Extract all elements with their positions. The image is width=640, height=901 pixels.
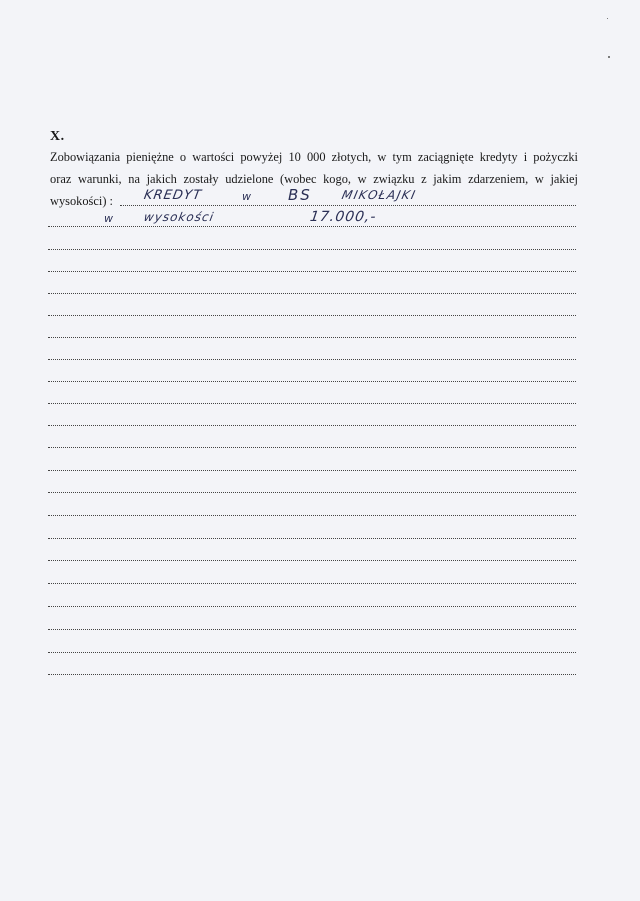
answer-line-15[interactable] (48, 514, 576, 516)
answer-line-1[interactable] (120, 204, 576, 206)
answer-line-8[interactable] (48, 358, 576, 360)
scan-speck (608, 56, 610, 58)
answer-line-16[interactable] (48, 537, 576, 539)
description-line-2: oraz warunki, na jakich zostały udzielone (wobec kogo, w związku z jakim zdarzeniem, w jakiej (50, 172, 578, 186)
answer-line-22[interactable] (48, 673, 576, 675)
answer-line-11[interactable] (48, 424, 576, 426)
answer-line-2[interactable] (48, 225, 576, 227)
answer-line-7[interactable] (48, 336, 576, 338)
answer-line-5[interactable] (48, 292, 576, 294)
handwritten-word: w (104, 212, 114, 225)
description-line-1: Zobowiązania pieniężne o wartości powyżej 10 000 złotych, w tym zaciągnięte kredyty i pożyczki (50, 150, 578, 164)
scan-speck (607, 18, 608, 19)
answer-line-20[interactable] (48, 628, 576, 630)
handwritten-word: KREDYT (142, 188, 203, 203)
handwritten-word: w (242, 190, 252, 203)
section-number: X. (50, 129, 65, 144)
answer-line-18[interactable] (48, 582, 576, 584)
answer-line-19[interactable] (48, 605, 576, 607)
handwritten-word: MIKOŁAJKI (340, 188, 418, 202)
answer-line-9[interactable] (48, 380, 576, 382)
handwritten-word: wysokości (142, 210, 216, 224)
answer-line-13[interactable] (48, 469, 576, 471)
handwritten-word: BS (288, 186, 312, 204)
section-description (50, 146, 578, 212)
answer-line-21[interactable] (48, 651, 576, 653)
answer-line-17[interactable] (48, 559, 576, 561)
answer-line-14[interactable] (48, 491, 576, 493)
description-line-3: wysokości) : (50, 194, 113, 208)
answer-line-4[interactable] (48, 270, 576, 272)
answer-line-6[interactable] (48, 314, 576, 316)
answer-line-12[interactable] (48, 446, 576, 448)
answer-line-3[interactable] (48, 248, 576, 250)
handwritten-word: 17.000,- (308, 209, 378, 225)
answer-line-10[interactable] (48, 402, 576, 404)
